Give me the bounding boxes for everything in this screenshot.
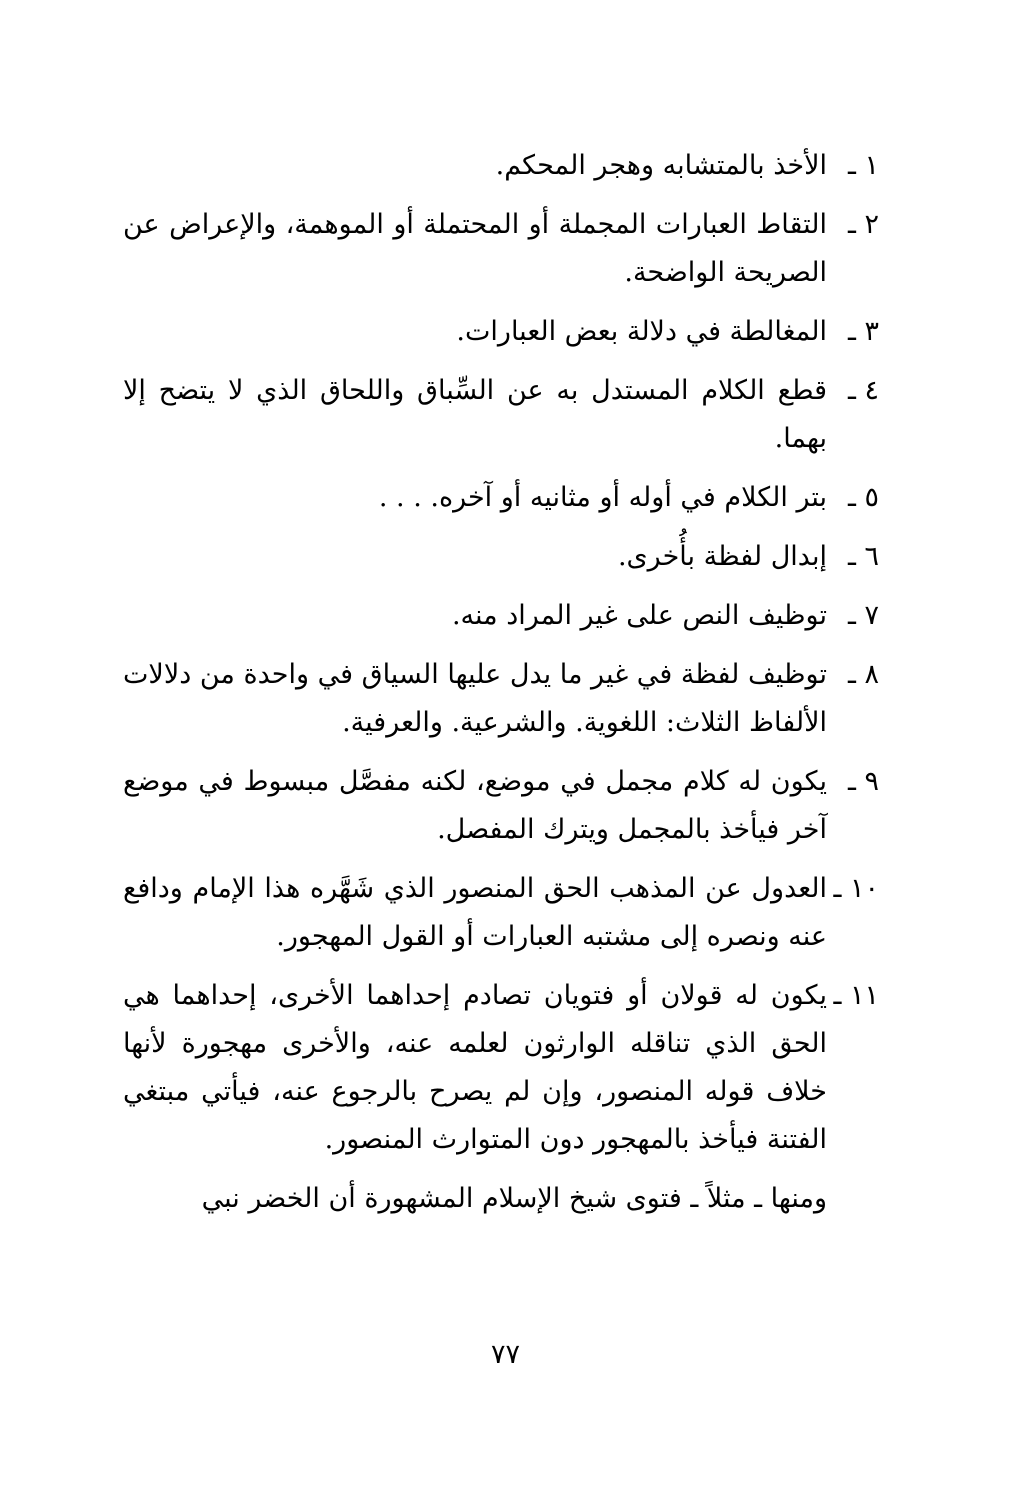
list-item: [123, 533, 879, 581]
item-text: التقاط العبارات المجملة أو المحتملة أو الموهمة، والإعراض عن الصريحة الواضحة.: [123, 209, 827, 288]
list-item: [123, 651, 879, 747]
item-number: ١١ ـ: [833, 980, 879, 1011]
item-text: إبدال لفظة بأُخرى.: [617, 541, 827, 572]
item-text: يكون له كلام مجمل في موضع، لكنه مفصَّل مبسوط في موضع آخر فيأخذ بالمجمل ويترك المفصل.: [123, 766, 827, 845]
list-item: [123, 308, 879, 356]
list-item: [123, 367, 879, 463]
item-text: قطع الكلام المستدل به عن السِّباق واللحاق الذي لا يتضح إلا بهما.: [123, 375, 827, 454]
item-text: يكون له قولان أو فتويان تصادم إحداهما الأخرى، إحداهما هي الحق الذي تناقله الوارثون لعلمه عنه، والأخرى مهجورة لأنها خلاف قوله المنصور، وإن لم يصرح بالرجوع عنه، فيأتي مبتغي الفتنة فيأخذ بالمهجور دون المتوارث المنصور.: [123, 980, 827, 1155]
item-number: ٩ ـ: [847, 766, 879, 797]
item-number: ٧ ـ: [847, 600, 879, 631]
item-number: ٥ ـ: [847, 482, 879, 513]
item-text: المغالطة في دلالة بعض العبارات.: [456, 316, 827, 347]
item-text: الأخذ بالمتشابه وهجر المحكم.: [495, 150, 827, 181]
list-item: [123, 142, 879, 190]
page-body: [123, 142, 879, 1250]
list-item: [123, 201, 879, 297]
item-number: ٨ ـ: [847, 659, 879, 690]
list-item: [123, 758, 879, 854]
closing-paragraph: ومنها ـ مثلاً ـ فتوى شيخ الإسلام المشهورة أن الخضر نبي: [201, 1183, 827, 1214]
list-item: [123, 474, 879, 522]
item-number: ٢ ـ: [847, 209, 879, 240]
item-number: ٣ ـ: [847, 316, 879, 347]
item-text: توظيف النص على غير المراد منه.: [451, 600, 827, 631]
item-text: بتر الكلام في أوله أو مثانيه أو آخره. . . .: [378, 482, 827, 513]
item-text: العدول عن المذهب الحق المنصور الذي شَهَّره هذا الإمام ودافع عنه ونصره إلى مشتبه العبارات أو القول المهجور.: [123, 873, 827, 952]
list-item: [123, 865, 879, 961]
item-number: ١٠ ـ: [833, 873, 879, 904]
list-item: [123, 592, 879, 640]
item-text: توظيف لفظة في غير ما يدل عليها السياق في واحدة من دلالات الألفاظ الثلاث: اللغوية. والشرعية. والعرفية.: [123, 659, 827, 738]
list-item: [123, 972, 879, 1164]
item-number: ٤ ـ: [847, 375, 879, 406]
page-number: ٧٧: [490, 1339, 520, 1370]
item-number: ٦ ـ: [847, 541, 879, 572]
item-number: ١ ـ: [847, 150, 879, 181]
